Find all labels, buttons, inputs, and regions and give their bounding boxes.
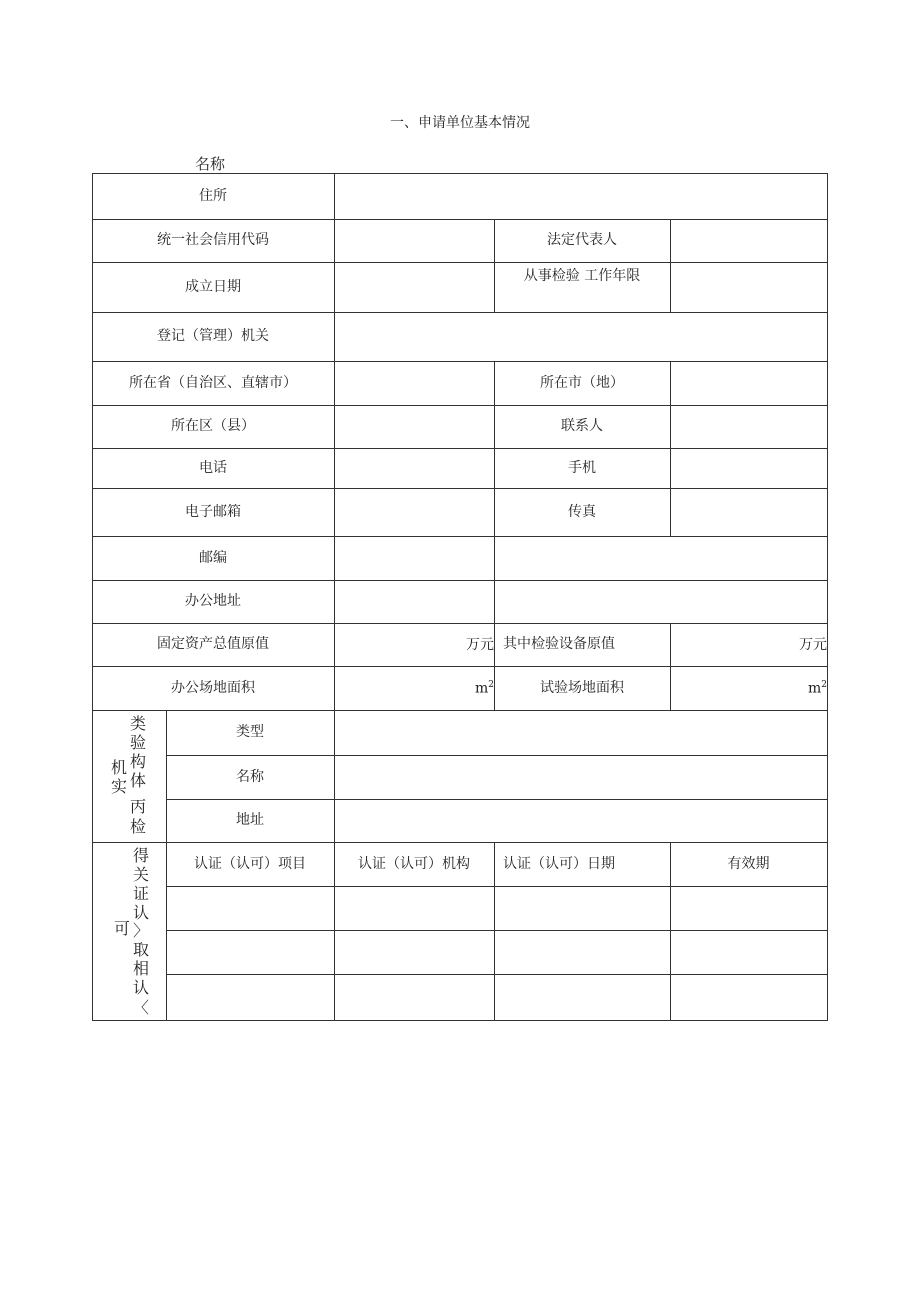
cert-header-body: 认证（认可）机构	[358, 855, 470, 872]
side-char: 类	[130, 714, 147, 733]
district-field[interactable]	[335, 406, 494, 448]
cert-body-field[interactable]	[335, 887, 494, 930]
office-address-field[interactable]	[335, 581, 827, 623]
cert-body-field[interactable]	[335, 931, 494, 974]
fixed-assets-field[interactable]	[335, 624, 494, 666]
cert-validity-field[interactable]	[671, 931, 827, 974]
cert-date-field[interactable]	[495, 887, 670, 930]
contact-person-label: 联系人	[561, 418, 603, 435]
name-label: 名称	[195, 155, 226, 173]
credit-code-field[interactable]	[335, 220, 494, 262]
entity-type-label: 类型	[236, 724, 264, 741]
cert-date-field[interactable]	[495, 931, 670, 974]
legal-rep-field[interactable]	[671, 220, 827, 262]
side-char: 认	[133, 978, 150, 997]
side-char: 检	[130, 817, 147, 836]
side-char: 证	[133, 884, 150, 903]
side-char: 构	[130, 752, 147, 771]
side-char: 实	[111, 777, 128, 796]
office-address-label: 办公地址	[185, 593, 241, 610]
postcode-field[interactable]	[335, 537, 494, 580]
city-field[interactable]	[671, 362, 827, 405]
entity-address-label: 地址	[236, 812, 264, 829]
founding-date-field[interactable]	[335, 263, 494, 312]
section-title: 一、申请单位基本情况	[390, 115, 530, 131]
side-char: 验	[130, 733, 147, 752]
office-area-field[interactable]	[335, 667, 494, 710]
address-field[interactable]	[334, 174, 827, 219]
equipment-value-unit: 万元	[799, 636, 827, 653]
registration-authority-field[interactable]	[335, 313, 827, 361]
district-label: 所在区（县）	[171, 418, 255, 435]
side-char: 相	[133, 959, 150, 978]
equipment-value-field[interactable]	[671, 624, 827, 666]
fax-label: 传真	[568, 503, 596, 520]
entity-type-field[interactable]	[335, 711, 827, 755]
cert-validity-field[interactable]	[671, 975, 827, 1020]
side-char: 可	[114, 919, 131, 938]
address-label: 住所	[199, 187, 227, 204]
city-label: 所在市（地）	[540, 374, 624, 391]
cert-date-field[interactable]	[495, 975, 670, 1020]
cert-body-field[interactable]	[335, 975, 494, 1020]
side-char: 得	[133, 846, 150, 865]
cert-project-field[interactable]	[167, 975, 334, 1020]
test-area-field[interactable]	[671, 667, 827, 710]
cert-project-field[interactable]	[167, 887, 334, 930]
registration-authority-label: 登记（管理）机关	[157, 328, 269, 345]
side-char: 〈	[133, 998, 150, 1017]
entity-name-label: 名称	[236, 768, 264, 785]
inspection-years-field[interactable]	[671, 263, 827, 312]
legal-rep-label: 法定代表人	[547, 232, 617, 249]
fax-field[interactable]	[671, 489, 827, 536]
credit-code-label: 统一社会信用代码	[157, 232, 269, 249]
email-field[interactable]	[335, 489, 494, 536]
mobile-label: 手机	[568, 459, 596, 476]
side-char: 关	[133, 865, 150, 884]
side-char: 取	[133, 940, 150, 959]
email-label: 电子邮箱	[185, 503, 241, 520]
office-area-unit: $m^2$	[474, 679, 494, 697]
phone-field[interactable]	[335, 449, 494, 488]
inspection-years-label: 从事检验 工作年限	[523, 268, 641, 284]
fixed-assets-unit: 万元	[466, 636, 494, 653]
side-char: 体	[130, 771, 147, 790]
entity-address-field[interactable]	[335, 800, 827, 842]
cert-project-field[interactable]	[167, 931, 334, 974]
side-char: 丙	[130, 797, 147, 816]
contact-person-field[interactable]	[671, 406, 827, 448]
phone-label: 电话	[199, 459, 227, 476]
cert-header-date: 认证（认可）日期	[503, 855, 615, 872]
fixed-assets-label: 固定资产总值原值	[157, 636, 269, 653]
postcode-label: 邮编	[199, 549, 227, 566]
equipment-value-label: 其中检验设备原值	[503, 636, 615, 653]
province-label: 所在省（自治区、直辖市）	[129, 374, 297, 391]
founding-date-label: 成立日期	[185, 278, 241, 295]
side-char: 机	[111, 758, 128, 777]
test-area-label: 试验场地面积	[540, 679, 624, 696]
cert-validity-field[interactable]	[671, 887, 827, 930]
cert-header-project: 认证（认可）项目	[194, 855, 306, 872]
province-field[interactable]	[335, 362, 494, 405]
mobile-field[interactable]	[671, 449, 827, 488]
test-area-unit: $m^2$	[807, 679, 827, 697]
side-char: 认	[133, 903, 150, 922]
side-char: 〉	[133, 921, 150, 940]
entity-name-field[interactable]	[335, 756, 827, 799]
office-area-label: 办公场地面积	[171, 679, 255, 696]
cert-header-validity: 有效期	[727, 855, 770, 872]
